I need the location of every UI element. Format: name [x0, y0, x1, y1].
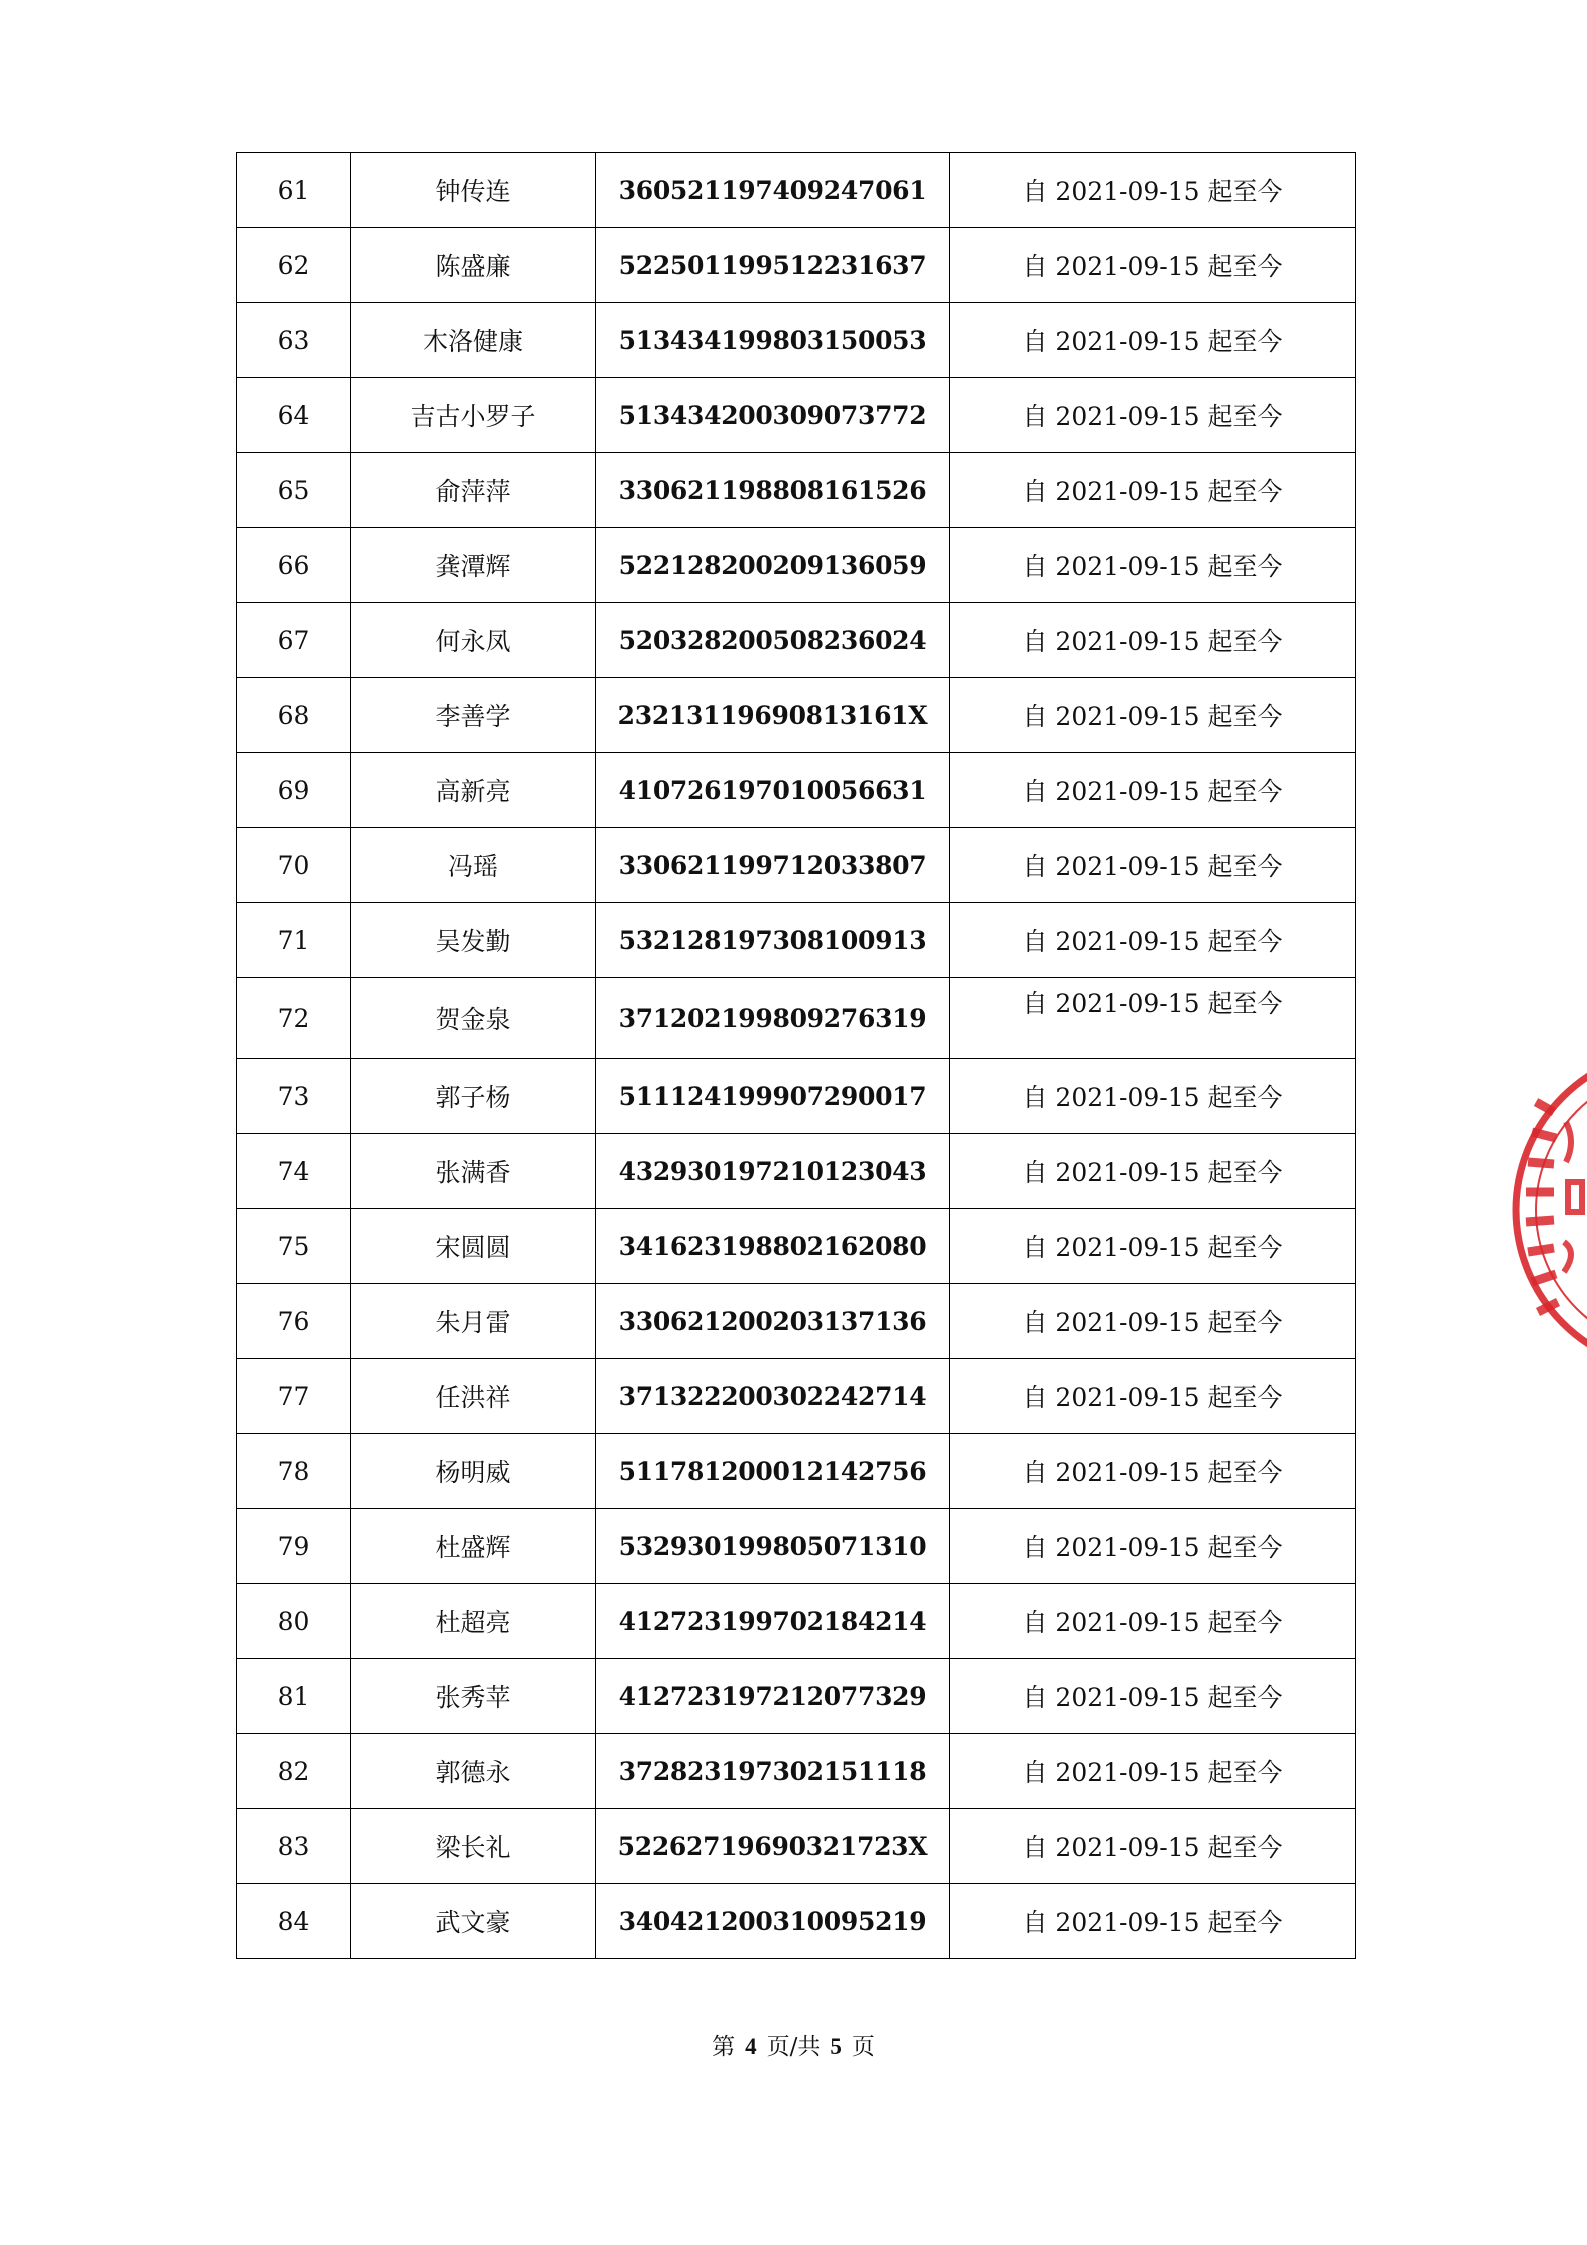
period-cell: 自 2021-09-15 起至今	[950, 1284, 1356, 1359]
table-row	[237, 228, 1356, 303]
row-number-cell: 78	[237, 1434, 351, 1509]
table-row	[237, 1209, 1356, 1284]
period-cell: 自 2021-09-15 起至今	[950, 1434, 1356, 1509]
table-row	[237, 1359, 1356, 1434]
row-number-cell: 67	[237, 603, 351, 678]
table-row	[237, 903, 1356, 978]
seal-inner-strokes	[1564, 1122, 1582, 1272]
name-cell: 李善学	[351, 678, 596, 753]
id-number-cell: 372823197302151118	[596, 1734, 950, 1809]
table-row	[237, 678, 1356, 753]
name-cell: 郭子杨	[351, 1059, 596, 1134]
row-number-cell: 68	[237, 678, 351, 753]
table-row	[237, 828, 1356, 903]
row-number-cell: 75	[237, 1209, 351, 1284]
id-number-cell: 511781200012142756	[596, 1434, 950, 1509]
row-number-cell: 83	[237, 1809, 351, 1884]
row-number-cell: 66	[237, 528, 351, 603]
row-number-cell: 69	[237, 753, 351, 828]
period-cell: 自 2021-09-15 起至今	[950, 1734, 1356, 1809]
id-number-cell: 340421200310095219	[596, 1884, 950, 1959]
name-cell: 冯瑶	[351, 828, 596, 903]
period-cell: 自 2021-09-15 起至今	[950, 978, 1356, 1059]
name-cell: 张秀苹	[351, 1659, 596, 1734]
id-number-cell: 513434200309073772	[596, 378, 950, 453]
row-number-cell: 71	[237, 903, 351, 978]
period-cell: 自 2021-09-15 起至今	[950, 303, 1356, 378]
period-cell: 自 2021-09-15 起至今	[950, 753, 1356, 828]
period-cell: 自 2021-09-15 起至今	[950, 1584, 1356, 1659]
name-cell: 杨明威	[351, 1434, 596, 1509]
table-row	[237, 153, 1356, 228]
id-number-cell: 23213119690813161X	[596, 678, 950, 753]
row-number-cell: 82	[237, 1734, 351, 1809]
table-row	[237, 528, 1356, 603]
id-number-cell: 522128200209136059	[596, 528, 950, 603]
footer-prefix: 第	[712, 2034, 736, 2060]
period-cell: 自 2021-09-15 起至今	[950, 1359, 1356, 1434]
name-cell: 钟传连	[351, 153, 596, 228]
name-cell: 龚潭辉	[351, 528, 596, 603]
id-number-cell: 52262719690321723X	[596, 1809, 950, 1884]
official-seal-stamp	[1506, 1032, 1587, 1388]
footer-current-page: 4	[745, 2034, 757, 2059]
table-row	[237, 303, 1356, 378]
table-row	[237, 453, 1356, 528]
name-cell: 高新亮	[351, 753, 596, 828]
name-cell: 朱月雷	[351, 1284, 596, 1359]
name-cell: 杜超亮	[351, 1584, 596, 1659]
period-cell: 自 2021-09-15 起至今	[950, 1059, 1356, 1134]
id-number-cell: 360521197409247061	[596, 153, 950, 228]
table-row	[237, 1134, 1356, 1209]
id-number-cell: 330621199712033807	[596, 828, 950, 903]
table-row	[237, 1584, 1356, 1659]
table-body	[237, 153, 1356, 1959]
id-number-cell: 532930199805071310	[596, 1509, 950, 1584]
row-number-cell: 65	[237, 453, 351, 528]
id-number-cell: 432930197210123043	[596, 1134, 950, 1209]
row-number-cell: 74	[237, 1134, 351, 1209]
name-cell: 任洪祥	[351, 1359, 596, 1434]
row-number-cell: 79	[237, 1509, 351, 1584]
table-row	[237, 1434, 1356, 1509]
name-cell: 张满香	[351, 1134, 596, 1209]
period-cell: 自 2021-09-15 起至今	[950, 1134, 1356, 1209]
id-number-cell: 513434199803150053	[596, 303, 950, 378]
page-footer	[0, 2028, 1587, 2061]
period-cell: 自 2021-09-15 起至今	[950, 678, 1356, 753]
period-cell: 自 2021-09-15 起至今	[950, 603, 1356, 678]
table-row	[237, 1884, 1356, 1959]
table-row	[237, 603, 1356, 678]
period-cell: 自 2021-09-15 起至今	[950, 1884, 1356, 1959]
table-row	[237, 1659, 1356, 1734]
row-number-cell: 76	[237, 1284, 351, 1359]
id-number-cell: 410726197010056631	[596, 753, 950, 828]
period-cell: 自 2021-09-15 起至今	[950, 528, 1356, 603]
name-cell: 木洛健康	[351, 303, 596, 378]
footer-middle: 页/共	[766, 2034, 821, 2060]
table-row	[237, 378, 1356, 453]
table-row	[237, 1509, 1356, 1584]
period-cell: 自 2021-09-15 起至今	[950, 453, 1356, 528]
id-number-cell: 522501199512231637	[596, 228, 950, 303]
id-number-cell: 371202199809276319	[596, 978, 950, 1059]
table-row	[237, 1059, 1356, 1134]
name-cell: 何永凤	[351, 603, 596, 678]
id-number-cell: 511124199907290017	[596, 1059, 950, 1134]
row-number-cell: 77	[237, 1359, 351, 1434]
name-cell: 梁长礼	[351, 1809, 596, 1884]
period-cell: 自 2021-09-15 起至今	[950, 1509, 1356, 1584]
id-number-cell: 412723197212077329	[596, 1659, 950, 1734]
period-cell: 自 2021-09-15 起至今	[950, 828, 1356, 903]
id-number-cell: 330621198808161526	[596, 453, 950, 528]
period-cell: 自 2021-09-15 起至今	[950, 903, 1356, 978]
table-row	[237, 753, 1356, 828]
row-number-cell: 81	[237, 1659, 351, 1734]
name-cell: 吴发勤	[351, 903, 596, 978]
name-cell: 吉古小罗子	[351, 378, 596, 453]
name-cell: 杜盛辉	[351, 1509, 596, 1584]
row-number-cell: 64	[237, 378, 351, 453]
period-cell: 自 2021-09-15 起至今	[950, 228, 1356, 303]
name-cell: 贺金泉	[351, 978, 596, 1059]
period-cell: 自 2021-09-15 起至今	[950, 153, 1356, 228]
personnel-table	[236, 152, 1356, 1959]
row-number-cell: 70	[237, 828, 351, 903]
row-number-cell: 61	[237, 153, 351, 228]
period-cell: 自 2021-09-15 起至今	[950, 1209, 1356, 1284]
table-row	[237, 1284, 1356, 1359]
row-number-cell: 62	[237, 228, 351, 303]
footer-suffix: 页	[851, 2034, 875, 2060]
row-number-cell: 84	[237, 1884, 351, 1959]
name-cell: 宋圆圆	[351, 1209, 596, 1284]
id-number-cell: 330621200203137136	[596, 1284, 950, 1359]
name-cell: 俞萍萍	[351, 453, 596, 528]
id-number-cell: 520328200508236024	[596, 603, 950, 678]
name-cell: 郭德永	[351, 1734, 596, 1809]
footer-total-pages: 5	[830, 2034, 842, 2059]
row-number-cell: 80	[237, 1584, 351, 1659]
period-cell: 自 2021-09-15 起至今	[950, 378, 1356, 453]
name-cell: 武文豪	[351, 1884, 596, 1959]
table-row	[237, 1809, 1356, 1884]
id-number-cell: 341623198802162080	[596, 1209, 950, 1284]
period-cell: 自 2021-09-15 起至今	[950, 1659, 1356, 1734]
id-number-cell: 371322200302242714	[596, 1359, 950, 1434]
name-cell: 陈盛廉	[351, 228, 596, 303]
table-row	[237, 1734, 1356, 1809]
table-row	[237, 978, 1356, 1059]
row-number-cell: 63	[237, 303, 351, 378]
period-cell: 自 2021-09-15 起至今	[950, 1809, 1356, 1884]
id-number-cell: 412723199702184214	[596, 1584, 950, 1659]
id-number-cell: 532128197308100913	[596, 903, 950, 978]
row-number-cell: 72	[237, 978, 351, 1059]
row-number-cell: 73	[237, 1059, 351, 1134]
